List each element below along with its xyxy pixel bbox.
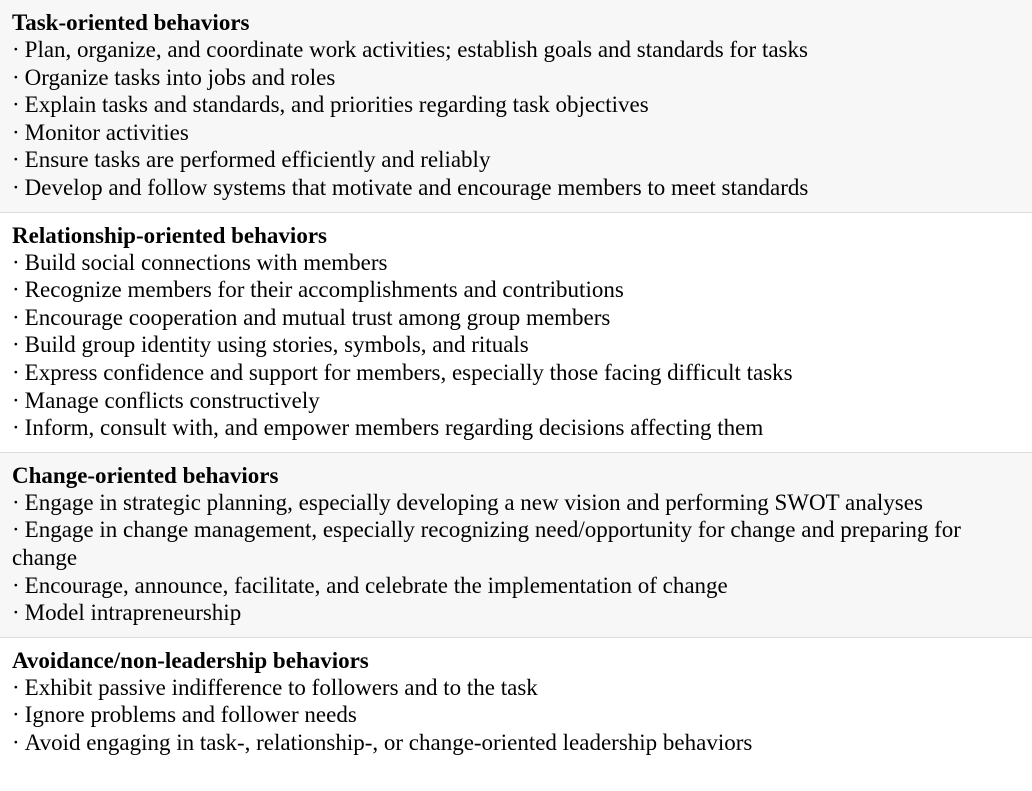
list-item — [12, 674, 1020, 702]
bullet-icon: · — [12, 277, 20, 303]
section-change-oriented — [0, 453, 1032, 638]
bullet-icon: · — [12, 600, 20, 626]
bullet-icon: · — [12, 517, 20, 543]
list-item — [12, 64, 1020, 92]
item-text: Recognize members for their accomplishments and contributions — [24, 277, 624, 303]
item-text: Monitor activities — [24, 119, 189, 145]
bullet-icon: · — [12, 702, 20, 728]
bullet-icon: · — [12, 387, 20, 413]
bullet-icon: · — [12, 37, 20, 62]
item-text: Encourage, announce, facilitate, and celebrate the implementation of change — [24, 572, 728, 598]
bullet-icon: · — [12, 415, 20, 441]
item-text: Exhibit passive indifference to followers and to the task — [24, 674, 538, 700]
bullet-icon: · — [12, 64, 20, 90]
bullet-icon: · — [12, 489, 20, 515]
list-item — [12, 387, 1020, 415]
bullet-icon: · — [12, 332, 20, 358]
list-item — [12, 91, 1020, 119]
bullet-icon: · — [12, 674, 20, 700]
item-text: Build group identity using stories, symbols, and rituals — [24, 332, 529, 358]
behavior-list — [12, 674, 1020, 757]
section-heading: Relationship-oriented behaviors — [12, 222, 327, 248]
list-item — [12, 331, 1020, 359]
bullet-icon: · — [12, 174, 20, 200]
list-item — [12, 174, 1020, 202]
section-heading: Task-oriented behaviors — [12, 10, 250, 35]
list-item — [12, 146, 1020, 174]
item-text: Ensure tasks are performed efficiently and reliably — [24, 147, 491, 173]
behavior-list — [12, 489, 1020, 627]
list-item — [12, 414, 1020, 442]
list-item — [12, 249, 1020, 277]
section-heading: Avoidance/non-leadership behaviors — [12, 647, 369, 673]
list-item — [12, 729, 1020, 757]
bullet-icon: · — [12, 249, 20, 275]
item-text: Build social connections with members — [24, 249, 388, 275]
list-item — [12, 359, 1020, 387]
bullet-icon: · — [12, 119, 20, 145]
item-text: Engage in strategic planning, especially developing a new vision and performing SWOT analyses — [24, 489, 923, 515]
bullet-icon: · — [12, 147, 20, 173]
bullet-icon: · — [12, 92, 20, 118]
item-text: Manage conflicts constructively — [24, 387, 320, 413]
list-item — [12, 701, 1020, 729]
list-item — [12, 599, 1020, 627]
item-text: Plan, organize, and coordinate work activities; establish goals and standards for tasks — [24, 37, 808, 62]
behavior-list — [12, 36, 1020, 202]
section-task-oriented — [0, 0, 1032, 213]
bullet-icon: · — [12, 359, 20, 385]
list-item — [12, 276, 1020, 304]
item-text: Engage in change management, especially recognizing need/opportunity for change and preparing for change — [12, 517, 961, 570]
item-text: Avoid engaging in task-, relationship-, or change-oriented leadership behaviors — [24, 729, 753, 755]
list-item — [12, 572, 1020, 600]
section-heading: Change-oriented behaviors — [12, 462, 279, 488]
behavior-list — [12, 249, 1020, 442]
list-item — [12, 516, 1020, 571]
item-text: Model intrapreneurship — [24, 600, 242, 626]
bullet-icon: · — [12, 729, 20, 755]
list-item — [12, 36, 1020, 64]
item-text: Develop and follow systems that motivate and encourage members to meet standards — [24, 174, 809, 200]
list-item — [12, 489, 1020, 517]
item-text: Encourage cooperation and mutual trust among group members — [24, 304, 611, 330]
list-item — [12, 304, 1020, 332]
bullet-icon: · — [12, 572, 20, 598]
bullet-icon: · — [12, 304, 20, 330]
section-relationship-oriented — [0, 213, 1032, 453]
item-text: Inform, consult with, and empower members regarding decisions affecting them — [24, 415, 764, 441]
item-text: Organize tasks into jobs and roles — [24, 64, 336, 90]
item-text: Explain tasks and standards, and priorities regarding task objectives — [24, 92, 649, 118]
list-item — [12, 119, 1020, 147]
item-text: Ignore problems and follower needs — [24, 702, 357, 728]
section-avoidance — [0, 638, 1032, 767]
item-text: Express confidence and support for members, especially those facing difficult tasks — [24, 359, 793, 385]
